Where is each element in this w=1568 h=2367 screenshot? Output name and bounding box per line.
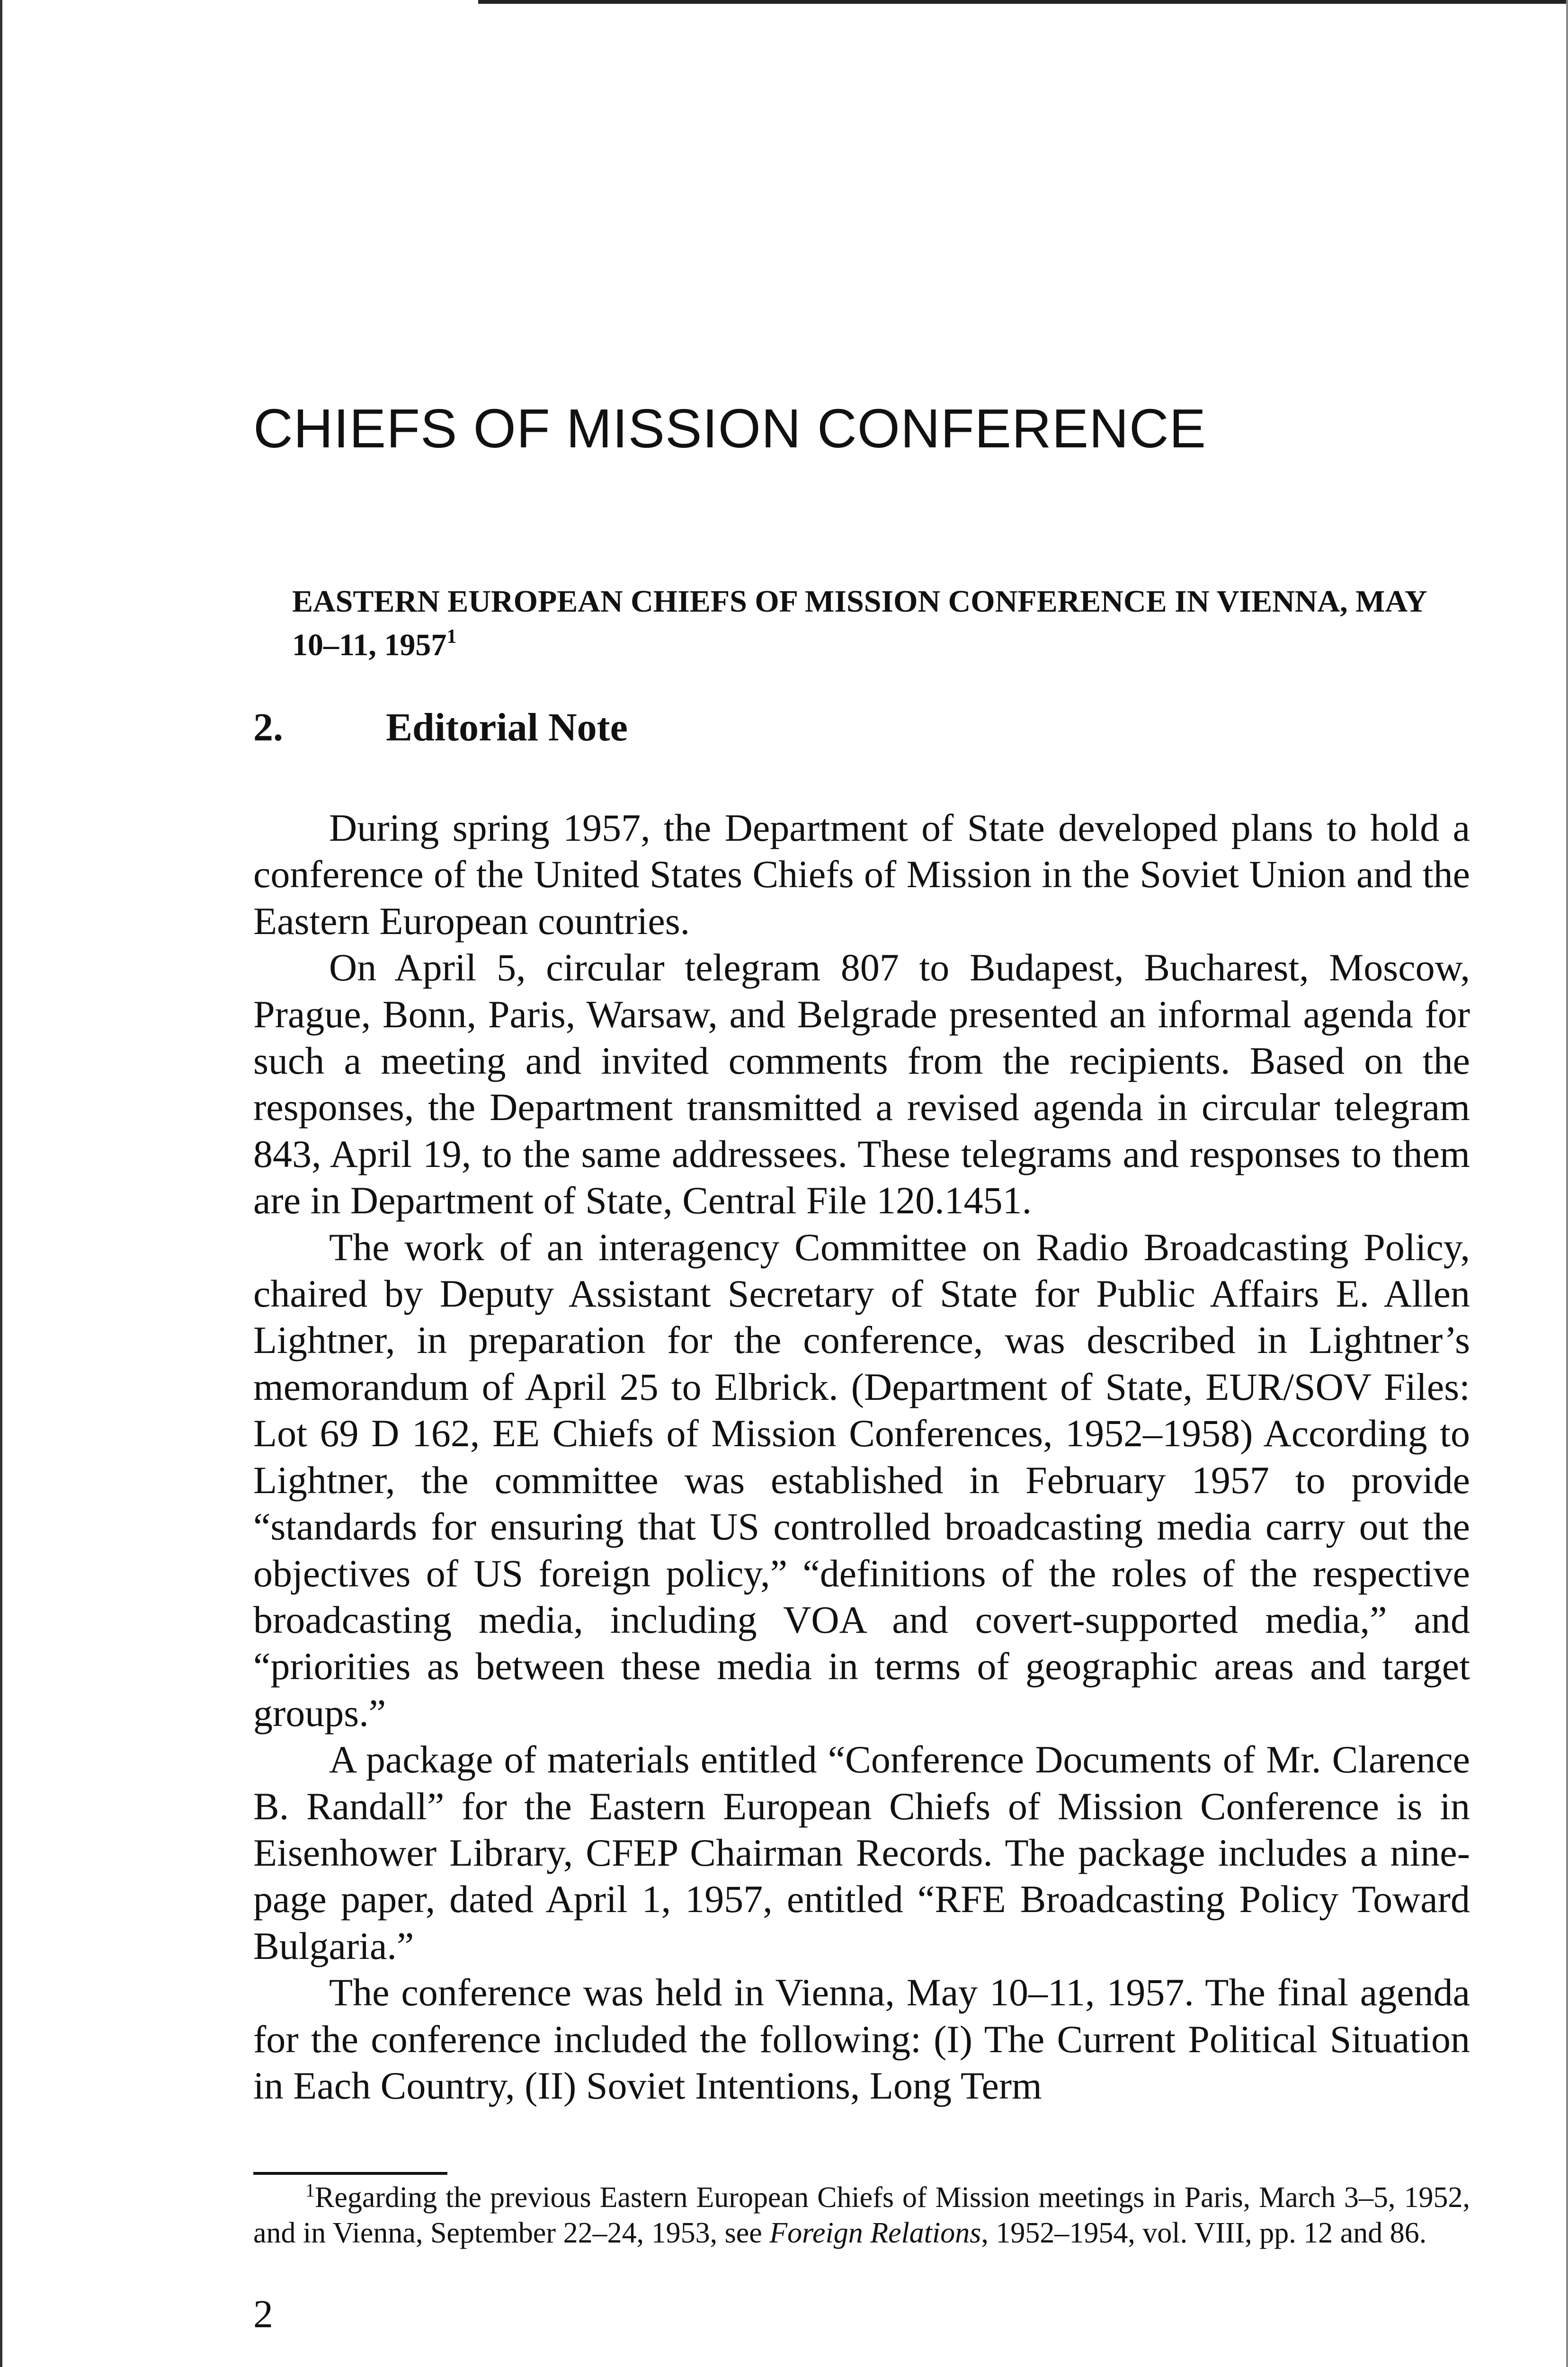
section-title: CHIEFS OF MISSION CONFERENCE	[253, 398, 1207, 459]
footnote-text: Regarding the previous Eastern European Chiefs of Mission meetings in Paris, March 3–5, 1952, and in Vienna, September 22–24, 1953, see	[253, 2181, 1470, 2249]
page-edge-right	[1566, 0, 1568, 2367]
footnote-text-end: , 1952–1954, vol. VIII, pp. 12 and 86.	[981, 2217, 1427, 2249]
footnote-citation-title: Foreign Relations	[769, 2217, 981, 2249]
footnote-marker: 1	[305, 2180, 315, 2201]
document-body	[253, 805, 1470, 2109]
paragraph: On April 5, circular telegram 807 to Budapest, Bucharest, Moscow, Prague, Bonn, Paris, Warsaw, and Belgrade presented an informal agenda for such a meeting and invited comments from the recipients. Based on the responses, the Department transmitted a revised agenda in circular telegram 843, April 19, to the same addressees. These telegrams and responses to them are in Department of State, Central File 120.1451.	[253, 946, 1470, 1222]
paragraph: During spring 1957, the Department of State developed plans to hold a conference of the United States Chiefs of Mission in the Soviet Union and the Eastern European countries.	[253, 806, 1470, 943]
conference-heading	[292, 580, 1447, 667]
document-title: Editorial Note	[386, 705, 628, 749]
page-edge-left	[0, 0, 2, 2367]
footnote-separator	[253, 2172, 447, 2175]
conference-heading-text: EASTERN EUROPEAN CHIEFS OF MISSION CONFERENCE IN VIENNA, MAY 10–11, 1957	[292, 584, 1426, 662]
paragraph: The conference was held in Vienna, May 10–11, 1957. The final agenda for the conference included the following: (I) The Current Political Situation in Each Country, (II) Soviet Intentions, Long Term	[253, 1971, 1470, 2107]
footnote	[253, 2180, 1470, 2251]
document-heading	[253, 704, 628, 750]
document-number: 2.	[253, 705, 283, 749]
footnote-reference[interactable]: 1	[446, 626, 457, 648]
paragraph: A package of materials entitled “Conference Documents of Mr. Clarence B. Randall” for the Eastern European Chiefs of Mission Conference is in Eisenhower Library, CFEP Chairman Records. The package includes a nine-page paper, dated April 1, 1957, entitled “RFE Broadcasting Policy Toward Bulgaria.”	[253, 1738, 1470, 1967]
paragraph: The work of an interagency Committee on Radio Broadcasting Policy, chaired by Deputy Assistant Secretary of State for Public Affairs E. Allen Lightner, in preparation for the conference, was described in Lightner’s memorandum of April 25 to Elbrick. (Department of State, EUR/SOV Files: Lot 69 D 162, EE Chiefs of Mission Conferences, 1952–1958) According to Lightner, the committee was established in February 1957 to provide “standards for ensuring that US controlled broadcasting media carry out the objectives of US foreign policy,” “definitions of the roles of the respective broadcasting media, including VOA and covert-supported media,” and “priorities as between these media in terms of geographic areas and target groups.”	[253, 1225, 1470, 1735]
page-number: 2	[253, 2292, 273, 2336]
top-rule	[478, 0, 1568, 4]
